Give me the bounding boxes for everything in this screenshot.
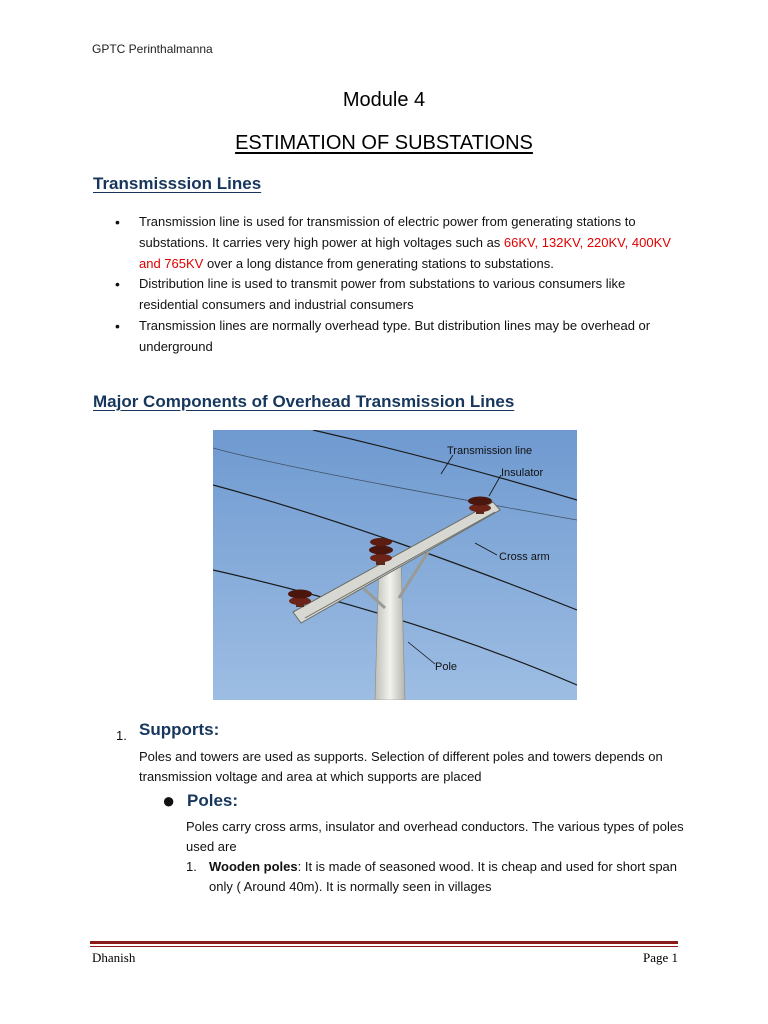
footer-rule [90, 941, 678, 944]
page-number: Page 1 [642, 950, 678, 965]
pole [375, 560, 405, 700]
label-insulator: Insulator [501, 467, 544, 479]
transmission-bullet-list [112, 212, 682, 358]
document-title: ESTIMATION OF SUBSTATIONS [235, 132, 533, 154]
list-item: • Distribution line is used to transmit power from substations to various consumers like residential consumers and industrial consumers [112, 274, 682, 316]
voltage-highlight: 66KV, 132KV, 220KV, 400KV and 765KV [139, 234, 671, 271]
supports-paragraph: Poles and towers are used as supports. Selection of different poles and towers depends on transmission voltage and area at which supports are placed [139, 749, 663, 784]
section-heading-components: Major Components of Overhead Transmission Lines [93, 392, 515, 411]
module-title: Module 4 [342, 89, 426, 111]
list-number: 1. [186, 859, 197, 874]
supports-title: Supports: [139, 720, 220, 739]
poles-paragraph: Poles carry cross arms, insulator and overhead conductors. The various types of poles used are [186, 819, 684, 854]
label-transmission-line: Transmission line [447, 445, 533, 457]
transmission-line-photo [213, 430, 577, 700]
footer-author: Dhanish [92, 950, 136, 965]
bullet-icon: ● [162, 788, 176, 813]
label-cross-arm: Cross arm [499, 551, 550, 563]
list-number: 1. [116, 728, 127, 743]
footer-rule-thin [90, 946, 678, 947]
wooden-poles-label: Wooden poles [209, 859, 298, 874]
list-item: • Transmission line is used for transmission of electric power from generating stations to substations. It carries very high power at high voltages such as 66KV, 132KV, 220KV, 400KV and 765KV over a long distance from generating stations to substations. [112, 212, 682, 274]
label-pole: Pole [435, 661, 458, 673]
list-item: • Transmission lines are normally overhead type. But distribution lines may be overhead or underground [112, 316, 682, 358]
page-header: GPTC Perinthalmanna [92, 42, 213, 56]
poles-title: Poles: [187, 791, 239, 810]
section-heading-transmission: Transmisssion Lines [93, 174, 262, 193]
